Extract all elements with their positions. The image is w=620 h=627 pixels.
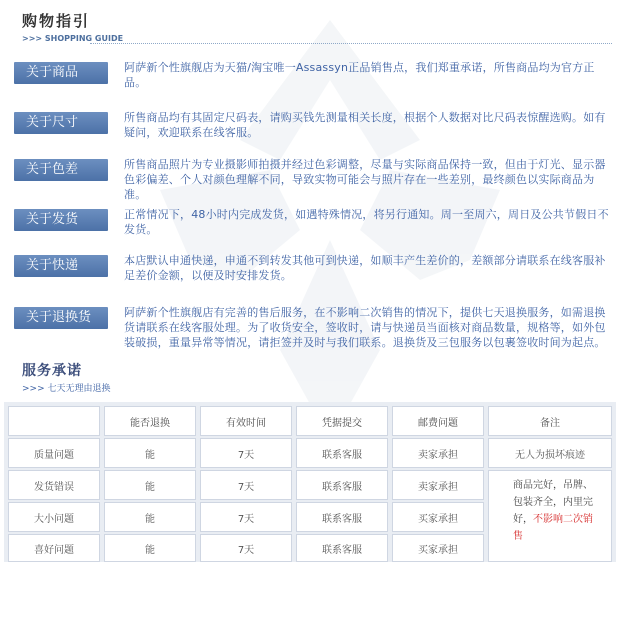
guide-row-product xyxy=(14,60,610,110)
shopping-guide-header xyxy=(22,10,602,43)
table-note-first: 无人为损坏痕迹 xyxy=(488,438,612,468)
guide-sections xyxy=(14,60,610,365)
table-cell: 联系客服 xyxy=(296,502,388,532)
table-row-name: 质量问题 xyxy=(8,438,100,468)
table-cell: 买家承担 xyxy=(392,502,484,532)
guide-label-color: 关于色差 xyxy=(14,159,108,181)
guide-text-product: 阿萨新个性旗舰店为天猫/淘宝唯一Assassyn正品销售点，我们郑重承诺，所售商品均为官方正品。 xyxy=(124,61,595,89)
table-row-name: 发货错误 xyxy=(8,470,100,500)
service-subtitle: >>> 七天无理由退换 xyxy=(22,384,111,394)
table-header-cell: 有效时间 xyxy=(200,406,292,436)
shopping-guide-title: 购物指引 xyxy=(22,12,91,30)
guide-text-shipping: 正常情况下，48小时内完成发货，如遇特殊情况，将另行通知。周一至周六，周日及公共节假日不发货。 xyxy=(124,208,609,236)
guide-label-size: 关于尺寸 xyxy=(14,112,108,134)
table-cell: 7天 xyxy=(200,534,292,562)
guide-label-shipping: 关于发货 xyxy=(14,209,108,231)
guide-row-color xyxy=(14,157,610,207)
table-header-cell: 备注 xyxy=(488,406,612,436)
guide-text-color: 所售商品照片为专业摄影师拍摄并经过色彩调整，尽量与实际商品保持一致，但由于灯光、显示器色彩偏差、个人对颜色理解不同，导致实物可能会与照片存在一些差别，最终颜色以实际商品为准。 xyxy=(124,158,606,201)
table-header-cell: 能否退换 xyxy=(104,406,196,436)
service-title: 服务承诺 xyxy=(22,363,82,379)
table-cell: 联系客服 xyxy=(296,470,388,500)
table-cell: 能 xyxy=(104,502,196,532)
table-corner xyxy=(8,406,100,436)
guide-label-product: 关于商品 xyxy=(14,62,108,84)
guide-row-size xyxy=(14,110,610,157)
guide-text-size: 所售商品均有其固定尺码表，请购买钱先测量相关长度，根据个人数据对比尺码表惊醒选购。如有疑问，欢迎联系在线客服。 xyxy=(124,111,606,139)
note-text: 商品完好，吊牌、包装齐全，内里完好， xyxy=(513,480,593,525)
returns-table xyxy=(4,402,616,562)
table-header-cell: 邮费问题 xyxy=(392,406,484,436)
table-cell: 卖家承担 xyxy=(392,438,484,468)
table-cell: 联系客服 xyxy=(296,438,388,468)
table-cell: 7天 xyxy=(200,502,292,532)
table-row-name: 喜好问题 xyxy=(8,534,100,562)
guide-row-returns xyxy=(14,305,610,365)
table-cell: 联系客服 xyxy=(296,534,388,562)
table-header-cell: 凭据提交 xyxy=(296,406,388,436)
guide-label-express: 关于快递 xyxy=(14,255,108,277)
table-cell: 能 xyxy=(104,470,196,500)
guide-row-shipping xyxy=(14,207,610,253)
note-highlight: 不影响二次销售 xyxy=(513,514,593,542)
table-note-merged xyxy=(488,470,612,562)
table-cell: 7天 xyxy=(200,438,292,468)
table-cell: 买家承担 xyxy=(392,534,484,562)
guide-text-express: 本店默认申通快递，申通不到转发其他可到快递，如顺丰产生差价的，差额部分请联系在线客服补足差价金额，以便及时安排发货。 xyxy=(124,254,606,282)
table-cell: 能 xyxy=(104,438,196,468)
table-cell: 卖家承担 xyxy=(392,470,484,500)
table-cell: 7天 xyxy=(200,470,292,500)
table-cell: 能 xyxy=(104,534,196,562)
table-row-name: 大小问题 xyxy=(8,502,100,532)
guide-text-returns: 阿萨新个性旗舰店有完善的售后服务，在不影响二次销售的情况下，提供七天退换服务，如需退换货请联系在线客服处理。为了收货安全，签收时，请与快递员当面核对商品数量，规格等，如外包装破损，重量异常等情况，请拒签并及时与我们联系。退换货及三包服务以包裹签收时间为起点。 xyxy=(124,306,606,349)
guide-label-returns: 关于退换货 xyxy=(14,307,108,329)
guide-row-express xyxy=(14,253,610,305)
service-header xyxy=(22,360,110,394)
header-divider xyxy=(90,43,612,44)
shopping-guide-subtitle: >>> SHOPPING GUIDE xyxy=(22,34,124,43)
